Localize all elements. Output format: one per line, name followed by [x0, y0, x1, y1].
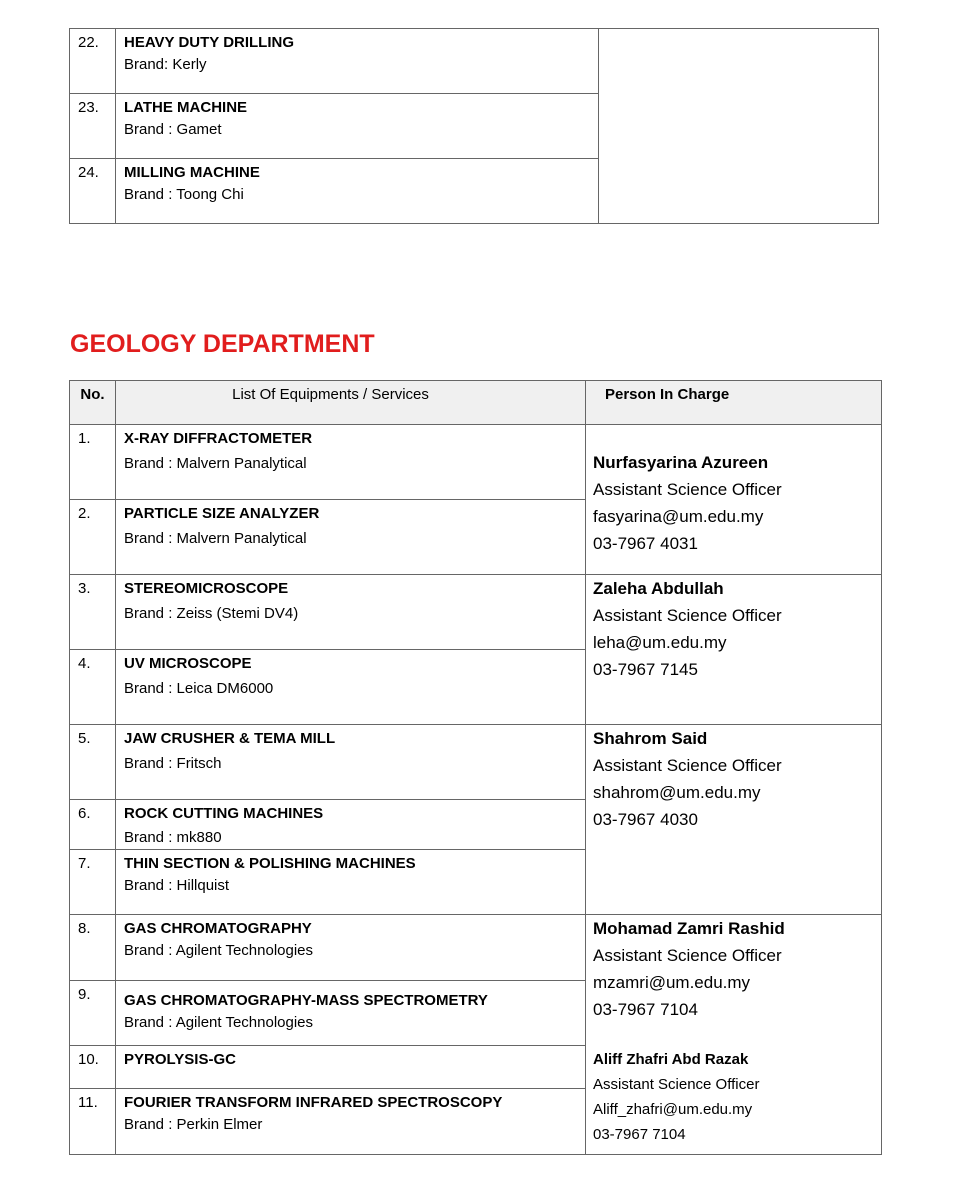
row-number: 24.: [70, 159, 116, 224]
person-in-charge-cell: [586, 915, 882, 1155]
row-number: 4.: [70, 650, 116, 725]
header-person-in-charge: Person In Charge: [586, 381, 882, 425]
person-title: Assistant Science Officer: [593, 480, 782, 499]
second-person: [593, 1047, 881, 1147]
equipment-name: MILLING MACHINE: [124, 164, 260, 181]
person-email: leha@um.edu.my: [593, 633, 727, 652]
equipment-cell: [116, 725, 586, 800]
equipment-name: THIN SECTION & POLISHING MACHINES: [124, 855, 416, 872]
equipment-brand: Brand: Kerly: [124, 56, 207, 73]
row-number: 2.: [70, 500, 116, 575]
equipment-name: HEAVY DUTY DRILLING: [124, 34, 295, 51]
row-number: 9.: [70, 981, 116, 1046]
equipment-brand: Brand : Agilent Technologies: [124, 942, 314, 959]
person-in-charge-cell: [586, 425, 882, 575]
equipment-brand: Brand : Hillquist: [124, 877, 230, 894]
person-in-charge-cell: [599, 29, 879, 224]
equipment-brand: Brand : Toong Chi: [124, 186, 244, 203]
table-header-row: [70, 381, 882, 425]
person-email: shahrom@um.edu.my: [593, 783, 761, 802]
table-row: [70, 575, 882, 650]
equipment-table-continued: [69, 28, 879, 224]
person-title: Assistant Science Officer: [593, 1076, 760, 1093]
equipment-cell: [116, 650, 586, 725]
person-phone: 03-7967 7145: [593, 660, 698, 679]
equipment-name: JAW CRUSHER & TEMA MILL: [124, 730, 336, 747]
person-name: Mohamad Zamri Rashid: [593, 919, 785, 938]
row-number: 8.: [70, 915, 116, 981]
equipment-cell: [116, 915, 586, 981]
equipment-name: X-RAY DIFFRACTOMETER: [124, 430, 313, 447]
row-number: 23.: [70, 94, 116, 159]
row-number: 10.: [70, 1046, 116, 1089]
equipment-cell: [116, 1089, 586, 1155]
person-name: Zaleha Abdullah: [593, 579, 724, 598]
equipment-name: GAS CHROMATOGRAPHY-MASS SPECTROMETRY: [124, 992, 488, 1009]
equipment-cell: [116, 981, 586, 1046]
equipment-name: LATHE MACHINE: [124, 99, 248, 116]
equipment-brand: Brand : mk880: [124, 829, 222, 846]
person-title: Assistant Science Officer: [593, 946, 782, 965]
equipment-brand: Brand : Zeiss (Stemi DV4): [124, 605, 299, 622]
header-no: No.: [70, 381, 116, 425]
person-email: mzamri@um.edu.my: [593, 973, 751, 992]
equipment-name: PARTICLE SIZE ANALYZER: [124, 505, 320, 522]
equipment-brand: Brand : Agilent Technologies: [124, 1014, 314, 1031]
equipment-cell: [116, 94, 599, 159]
row-number: 7.: [70, 850, 116, 915]
person-email: Aliff_zhafri@um.edu.my: [593, 1101, 753, 1118]
equipment-name: ROCK CUTTING MACHINES: [124, 805, 324, 822]
header-list: List Of Equipments / Services: [116, 381, 586, 425]
equipment-cell: [116, 425, 586, 500]
equipment-brand: Brand : Malvern Panalytical: [124, 530, 307, 547]
equipment-name: STEREOMICROSCOPE: [124, 580, 289, 597]
person-phone: 03-7967 4031: [593, 534, 698, 553]
equipment-cell: [116, 29, 599, 94]
person-name: Aliff Zhafri Abd Razak: [593, 1051, 749, 1068]
row-number: 3.: [70, 575, 116, 650]
equipment-brand: Brand : Gamet: [124, 121, 222, 138]
equipment-brand: Brand : Fritsch: [124, 755, 222, 772]
equipment-cell: [116, 1046, 586, 1089]
person-email: fasyarina@um.edu.my: [593, 507, 764, 526]
person-name: Nurfasyarina Azureen: [593, 453, 769, 472]
person-title: Assistant Science Officer: [593, 756, 782, 775]
row-number: 1.: [70, 425, 116, 500]
table-row: [70, 425, 882, 500]
equipment-cell: [116, 575, 586, 650]
person-phone: 03-7967 7104: [593, 1000, 698, 1019]
equipment-brand: Brand : Malvern Panalytical: [124, 455, 307, 472]
person-in-charge-cell: [586, 575, 882, 725]
equipment-name: PYROLYSIS-GC: [124, 1051, 236, 1068]
geology-equipment-table: [69, 380, 882, 1155]
equipment-cell: [116, 159, 599, 224]
row-number: 11.: [70, 1089, 116, 1155]
person-in-charge-cell: [586, 725, 882, 915]
row-number: 22.: [70, 29, 116, 94]
table-row: [70, 915, 882, 981]
equipment-brand: Brand : Leica DM6000: [124, 680, 274, 697]
person-phone: 03-7967 4030: [593, 810, 698, 829]
table-row: [70, 29, 879, 94]
person-title: Assistant Science Officer: [593, 606, 782, 625]
row-number: 6.: [70, 800, 116, 850]
equipment-brand: Brand : Perkin Elmer: [124, 1116, 263, 1133]
section-title: GEOLOGY DEPARTMENT: [70, 330, 375, 358]
person-name: Shahrom Said: [593, 729, 708, 748]
equipment-cell: [116, 500, 586, 575]
equipment-name: UV MICROSCOPE: [124, 655, 252, 672]
table-row: [70, 725, 882, 800]
equipment-name: FOURIER TRANSFORM INFRARED SPECTROSCOPY: [124, 1094, 503, 1111]
row-number: 5.: [70, 725, 116, 800]
equipment-name: GAS CHROMATOGRAPHY: [124, 920, 312, 937]
equipment-cell: [116, 800, 586, 850]
equipment-cell: [116, 850, 586, 915]
person-phone: 03-7967 7104: [593, 1126, 686, 1143]
